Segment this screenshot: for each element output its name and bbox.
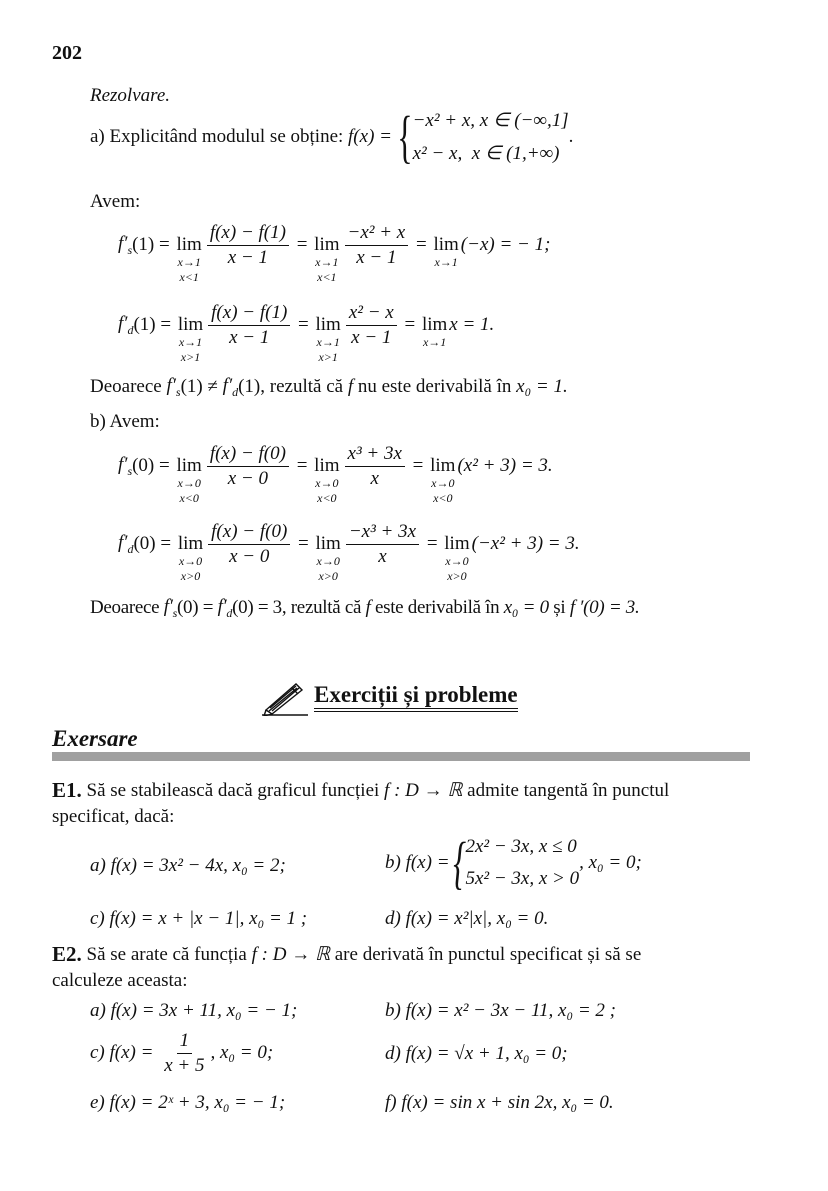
- math-text: x − 1: [229, 326, 270, 348]
- math-text: f(x) − f(0): [208, 521, 290, 545]
- math-text: f : D → ℝ: [384, 780, 463, 801]
- math-text: f: [365, 597, 371, 619]
- frac-element: [346, 302, 397, 349]
- cases-element: [453, 830, 580, 895]
- section-exersare: Exersare: [52, 726, 138, 751]
- e2-e: e) f(x) = 2ˣ + 3, x₀ = − 1;: [90, 1092, 286, 1113]
- lim-element: [433, 234, 459, 270]
- math-text: x→0: [316, 554, 340, 569]
- conclusion-b: [90, 596, 639, 621]
- math-text: f′: [163, 596, 173, 617]
- e1-text-cont: specificat, dacă:: [52, 806, 175, 827]
- math-text: f′: [118, 453, 128, 475]
- lim-element: [315, 314, 341, 365]
- conclusion-a: [90, 375, 568, 400]
- function-lhs: f(x) =: [348, 126, 397, 147]
- frac-element: [346, 521, 419, 568]
- math-text: x<0: [179, 491, 199, 506]
- intro-text: a) Explicitând modulul se obține:: [90, 126, 349, 147]
- math-text: 1: [177, 1030, 193, 1054]
- math-text: c) f(x) =: [90, 1042, 159, 1064]
- part-a-intro: [90, 104, 574, 169]
- math-text: x>1: [180, 350, 201, 365]
- math-text: =: [291, 234, 313, 256]
- math-text: =: [407, 455, 429, 477]
- math-text: admite tangentă în punctul: [462, 779, 670, 801]
- math-text: x→0: [178, 554, 203, 569]
- period: .: [568, 126, 574, 147]
- math-text: are derivată în punctul specificat și să se: [330, 943, 642, 965]
- math-text: x: [378, 545, 387, 567]
- math-text: x<1: [317, 270, 337, 285]
- right-derivative-at-1: [118, 302, 495, 365]
- frac-element: [207, 222, 289, 269]
- math-text: lim: [433, 234, 459, 256]
- math-text: x→0: [177, 476, 201, 491]
- math-text: s: [127, 242, 133, 257]
- math-text: , x₀ = 0;: [579, 852, 642, 873]
- math-text: f(x) − f(0): [207, 443, 289, 467]
- math-text: x>0: [180, 569, 201, 584]
- exercises-heading: Exerciții și probleme: [314, 682, 518, 712]
- math-text: s: [175, 384, 181, 399]
- math-text: x→1: [316, 335, 340, 350]
- math-text: Deoarece: [90, 376, 167, 398]
- math-text: −x³ + 3x: [346, 521, 419, 545]
- part-b-label: b) Avem:: [90, 411, 160, 432]
- math-text: =: [422, 533, 443, 555]
- frac-element: [208, 521, 290, 568]
- lim-element: [176, 234, 202, 285]
- left-derivative-at-0: [118, 443, 553, 506]
- pencil-icon: [262, 678, 308, 716]
- math-text: este derivabilă în: [370, 597, 504, 619]
- math-text: Să se stabilească dacă graficul funcției: [81, 779, 385, 801]
- math-text: =: [399, 314, 420, 336]
- avem-label: Avem:: [90, 191, 141, 212]
- math-text: (1) =: [132, 234, 175, 256]
- math-text: s: [127, 463, 133, 478]
- lines-element: [465, 836, 579, 890]
- lim-element: [314, 455, 340, 506]
- math-text: lim: [314, 455, 340, 477]
- math-text: b) f(x) =: [385, 852, 455, 873]
- math-text: d: [127, 541, 134, 556]
- math-text: =: [291, 455, 313, 477]
- math-text: lim: [177, 314, 204, 336]
- math-text: x<1: [179, 270, 199, 285]
- math-text: x = 1.: [449, 314, 495, 336]
- brace: {: [396, 104, 413, 169]
- math-text: f : D → ℝ: [251, 944, 330, 965]
- math-text: (1), rezultă că: [238, 376, 348, 398]
- frac-element: [207, 443, 289, 490]
- math-text: Să se arate că funcția: [81, 943, 252, 965]
- math-text: (0) =: [132, 455, 175, 477]
- math-text: f′: [166, 375, 176, 396]
- math-text: d: [226, 605, 233, 620]
- math-text: x>0: [447, 569, 467, 584]
- math-text: x→1: [434, 255, 458, 270]
- lim-element: [421, 314, 448, 350]
- math-text: E1.: [52, 778, 82, 802]
- math-text: E2.: [52, 942, 82, 966]
- e2-text-cont: calculeze aceasta:: [52, 970, 188, 991]
- math-text: x→0: [431, 476, 455, 491]
- math-text: (−x) = − 1;: [460, 234, 551, 256]
- math-text: (0) = 3, rezultă că: [232, 597, 366, 619]
- math-text: (x² + 3) = 3.: [457, 455, 553, 477]
- math-text: x² − x: [346, 302, 397, 326]
- math-text: (0) =: [176, 597, 218, 619]
- math-text: f(x) − f(1): [207, 222, 289, 246]
- math-text: x + 5: [164, 1054, 205, 1076]
- brace-element: {: [453, 830, 467, 895]
- exercises-title: [262, 678, 518, 716]
- e2-a: a) f(x) = 3x + 11, x₀ = − 1;: [90, 1000, 298, 1021]
- math-text: lim: [176, 455, 202, 477]
- frac-element: [345, 443, 405, 490]
- lim-element: [176, 455, 202, 506]
- exercise-e2: [52, 942, 641, 967]
- math-text: f(x) − f(1): [208, 302, 290, 326]
- math-text: s: [172, 605, 177, 620]
- math-text: 2x² − 3x, x ≤ 0: [465, 836, 577, 857]
- math-text: lim: [314, 234, 340, 256]
- math-text: d: [127, 322, 134, 337]
- math-text: (−x² + 3) = 3.: [471, 533, 580, 555]
- math-text: x₀ = 1.: [516, 376, 568, 398]
- fn-element: [118, 313, 133, 338]
- piecewise-cases: [396, 104, 569, 169]
- lim-element: [315, 533, 341, 584]
- math-text: Deoarece: [90, 597, 164, 619]
- math-text: (1) ≠: [180, 376, 223, 398]
- math-text: 5x² − 3x, x > 0: [465, 868, 580, 889]
- fn-element: [118, 454, 132, 479]
- section-divider-bar: [52, 752, 750, 761]
- math-text: x − 1: [227, 246, 269, 268]
- lim-element: [444, 533, 470, 584]
- math-text: f′: [217, 596, 227, 617]
- fn-element: [164, 596, 177, 621]
- solution-heading: Rezolvare.: [90, 85, 171, 106]
- lim-element: [430, 455, 456, 506]
- e1-c: c) f(x) = x + |x − 1|, x₀ = 1 ;: [90, 908, 308, 929]
- math-text: =: [293, 314, 314, 336]
- math-text: lim: [176, 234, 202, 256]
- math-text: x<0: [317, 491, 337, 506]
- math-text: f′: [118, 232, 128, 254]
- page-number: 202: [52, 42, 82, 64]
- e2-c: [90, 1030, 273, 1077]
- exercise-e1: [52, 778, 669, 803]
- math-text: =: [293, 533, 314, 555]
- fn-element: [218, 596, 233, 621]
- math-text: lim: [315, 314, 341, 336]
- fn-element: [118, 233, 132, 258]
- math-text: x→1: [177, 255, 201, 270]
- math-text: x→0: [445, 554, 469, 569]
- math-text: x₀ = 0: [503, 597, 549, 619]
- math-text: d: [232, 384, 239, 399]
- frac-element: [161, 1030, 207, 1077]
- math-text: x→1: [178, 335, 203, 350]
- math-text: −x² + x: [345, 222, 409, 246]
- lim-element: [314, 234, 340, 285]
- math-text: lim: [421, 314, 448, 336]
- fn-element: [166, 375, 180, 400]
- math-text: f′: [118, 312, 128, 334]
- math-text: x→1: [315, 255, 339, 270]
- case-1: −x² + x, x ∈ (−∞,1]: [412, 110, 569, 131]
- math-text: x − 0: [227, 467, 269, 489]
- math-text: x>0: [318, 569, 338, 584]
- right-derivative-at-0: [118, 521, 580, 584]
- math-text: lim: [430, 455, 456, 477]
- math-text: x>1: [318, 350, 338, 365]
- math-text: și: [548, 597, 570, 619]
- frac-element: [345, 222, 409, 269]
- frac-element: [208, 302, 290, 349]
- e1-d: d) f(x) = x²|x|, x₀ = 0.: [385, 908, 549, 929]
- math-text: f′: [222, 375, 233, 396]
- e1-b: [385, 830, 642, 895]
- e1-a: a) f(x) = 3x² − 4x, x₀ = 2;: [90, 855, 286, 876]
- math-text: lim: [177, 533, 204, 555]
- math-text: lim: [444, 533, 470, 555]
- math-text: x<0: [433, 491, 453, 506]
- e2-d: d) f(x) = √x + 1, x₀ = 0;: [385, 1043, 568, 1064]
- lines-element: [413, 109, 569, 165]
- math-text: x − 1: [356, 246, 397, 268]
- case-2: x² − x, x ∈ (1,+∞): [412, 143, 560, 164]
- math-text: x − 1: [351, 326, 392, 348]
- math-text: lim: [315, 533, 341, 555]
- fn-element: [223, 375, 238, 400]
- math-text: x: [370, 467, 379, 489]
- e2-b: b) f(x) = x² − 3x − 11, x₀ = 2 ;: [385, 1000, 616, 1021]
- math-text: (0) =: [133, 533, 176, 555]
- left-derivative-at-1: [118, 222, 551, 285]
- math-text: x→0: [315, 476, 339, 491]
- math-text: (1) =: [133, 314, 176, 336]
- math-text: x→1: [422, 335, 447, 350]
- fn-element: [118, 532, 133, 557]
- lim-element: [177, 314, 204, 365]
- math-text: , x₀ = 0;: [210, 1042, 274, 1064]
- math-text: x³ + 3x: [345, 443, 405, 467]
- math-text: f ′(0) = 3.: [569, 597, 640, 619]
- math-text: f′: [118, 531, 128, 553]
- e2-f: f) f(x) = sin x + sin 2x, x₀ = 0.: [385, 1092, 614, 1113]
- math-text: nu este derivabilă în: [353, 376, 517, 398]
- math-text: =: [411, 234, 432, 256]
- math-text: f: [347, 376, 354, 398]
- lim-element: [177, 533, 204, 584]
- math-text: x − 0: [229, 545, 270, 567]
